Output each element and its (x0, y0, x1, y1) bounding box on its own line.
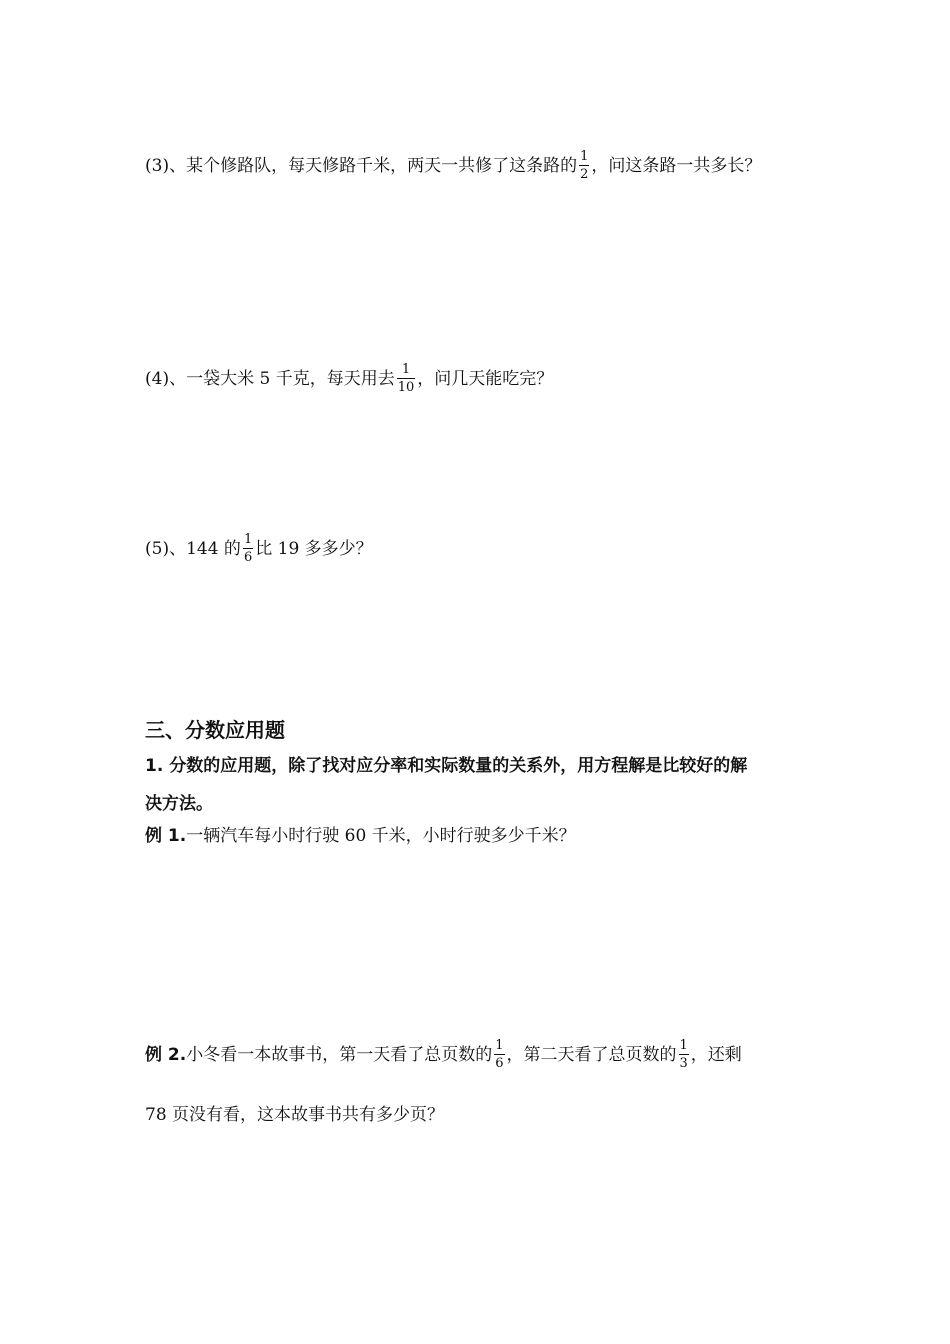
fraction-numerator: 1 (495, 1038, 504, 1053)
example-2-line-2: 78 页没有看，这本故事书共有多少页？ (145, 1105, 445, 1125)
fraction-one-third (679, 1038, 689, 1071)
example-2-text-middle: ，第二天看了总页数的 (506, 1045, 677, 1065)
problem-4-text-after: ，问几天能吃完？ (417, 369, 554, 389)
example-1-label: 例 1. (145, 826, 187, 846)
fraction-denominator: 6 (243, 550, 253, 565)
fraction-one-half (579, 149, 589, 182)
fraction-numerator: 1 (580, 149, 589, 164)
problem-5-text-after: 比 19 多多少？ (255, 539, 373, 559)
problem-4 (145, 363, 553, 396)
fraction-numerator: 1 (243, 532, 253, 547)
problem-5 (145, 533, 373, 566)
fraction-numerator: 1 (397, 362, 416, 379)
fraction-denominator: 2 (580, 167, 589, 182)
fraction-one-sixth (243, 532, 253, 565)
fraction-denominator: 6 (495, 1056, 504, 1071)
example-2-label: 例 2. (145, 1045, 187, 1065)
section-title: 三、分数应用题 (145, 718, 285, 742)
fraction-denominator: 3 (679, 1056, 688, 1071)
fraction-numerator: 1 (679, 1038, 688, 1053)
fraction-one-tenth (397, 362, 416, 395)
example-1-text: 一辆汽车每小时行驶 60 千米，小时行驶多少千米？ (186, 826, 576, 846)
section-note-line-2: 决方法。 (145, 794, 213, 814)
example-1 (145, 825, 576, 847)
example-2 (145, 1039, 742, 1072)
problem-3-text-before: (3)、某个修路队，每天修路千米，两天一共修了这条路的 (145, 156, 578, 176)
problem-5-text-before: (5)、144 的 (145, 539, 241, 559)
problem-3-text-after: ，问这条路一共多长？ (591, 156, 762, 176)
example-2-text-after: ，还剩 (690, 1045, 742, 1065)
section-note-line-1: 1. 分数的应用题，除了找对应分率和实际数量的关系外，用方程解是比较好的解 (145, 756, 748, 776)
example-2-text-before: 小冬看一本故事书，第一天看了总页数的 (186, 1045, 493, 1065)
problem-4-text-before: (4)、一袋大米 5 千克，每天用去 (145, 369, 395, 389)
problem-3 (145, 150, 761, 183)
fraction-denominator: 10 (397, 380, 415, 395)
fraction-one-sixth (494, 1038, 504, 1071)
